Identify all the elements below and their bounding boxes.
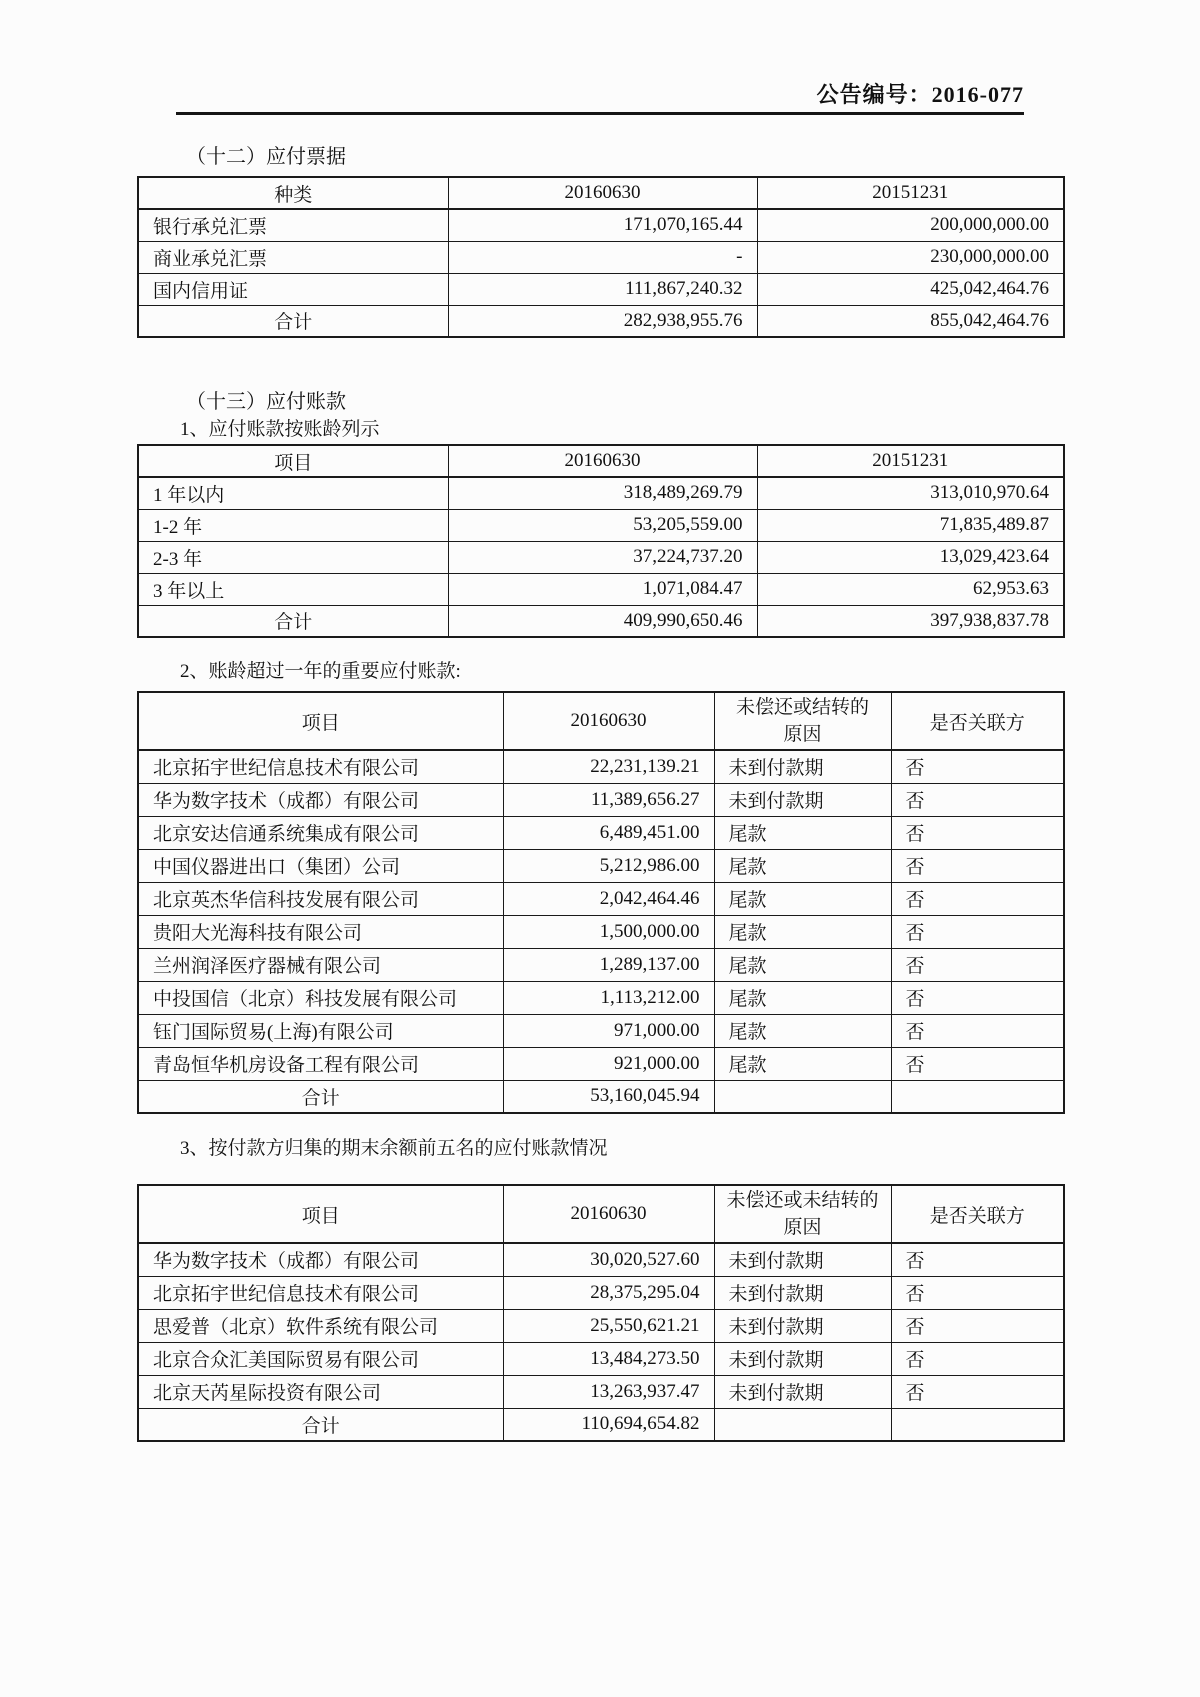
cell-related: 否	[891, 948, 1064, 981]
cell-amount: 1,071,084.47	[448, 573, 757, 605]
top-five-payables-table	[137, 1184, 1065, 1442]
cell-reason: 未到付款期	[714, 1309, 891, 1342]
cell-amount: 1,113,212.00	[503, 981, 714, 1014]
sub-2-title: 2、账龄超过一年的重要应付账款:	[180, 661, 461, 682]
cell-reason: 未到付款期	[714, 1243, 891, 1276]
cell-amount: 37,224,737.20	[448, 541, 757, 573]
column-header: 种类	[138, 177, 448, 209]
cell-related: 否	[891, 1243, 1064, 1276]
total-row	[138, 305, 1064, 337]
cell-item: 3 年以上	[138, 573, 448, 605]
cell-amount: 110,694,654.82	[503, 1408, 714, 1441]
doc-number: 公告编号：2016-077	[816, 82, 1024, 107]
column-header: 项目	[138, 445, 448, 477]
cell-reason: 尾款	[714, 948, 891, 981]
cell-reason: 未到付款期	[714, 750, 891, 783]
table-row	[138, 750, 1064, 783]
table-row	[138, 1375, 1064, 1408]
table-header-row	[138, 692, 1064, 750]
sub-1-title: 1、应付账款按账龄列示	[180, 419, 380, 440]
total-row	[138, 1408, 1064, 1441]
cell-item: 1 年以内	[138, 477, 448, 509]
cell-amount: 282,938,955.76	[448, 305, 757, 337]
cell-reason	[714, 1080, 891, 1113]
cell-reason	[714, 1408, 891, 1441]
table-row	[138, 948, 1064, 981]
cell-related: 否	[891, 849, 1064, 882]
cell-total-label: 合计	[138, 1080, 503, 1113]
total-row	[138, 605, 1064, 637]
table-row	[138, 1243, 1064, 1276]
cell-company: 贵阳大光海科技有限公司	[138, 915, 503, 948]
over-one-year-payables-table	[137, 691, 1065, 1114]
cell-item: 2-3 年	[138, 541, 448, 573]
section-12-title: （十二）应付票据	[186, 146, 346, 168]
cell-amount: 971,000.00	[503, 1014, 714, 1047]
column-header: 20151231	[757, 445, 1064, 477]
cell-amount: 855,042,464.76	[757, 305, 1064, 337]
cell-amount: 111,867,240.32	[448, 273, 757, 305]
table-header-row	[138, 1185, 1064, 1243]
table-row	[138, 209, 1064, 241]
cell-reason: 尾款	[714, 849, 891, 882]
cell-item: 银行承兑汇票	[138, 209, 448, 241]
table-row	[138, 915, 1064, 948]
cell-amount: 171,070,165.44	[448, 209, 757, 241]
cell-amount: 13,029,423.64	[757, 541, 1064, 573]
cell-amount: 53,160,045.94	[503, 1080, 714, 1113]
cell-related: 否	[891, 750, 1064, 783]
cell-related	[891, 1080, 1064, 1113]
cell-reason: 尾款	[714, 1014, 891, 1047]
table-row	[138, 477, 1064, 509]
cell-item: 商业承兑汇票	[138, 241, 448, 273]
sub-3-title: 3、按付款方归集的期末余额前五名的应付账款情况	[180, 1138, 608, 1159]
cell-amount: 28,375,295.04	[503, 1276, 714, 1309]
column-header: 项目	[138, 1185, 503, 1243]
cell-reason: 尾款	[714, 981, 891, 1014]
column-header: 20160630	[503, 692, 714, 750]
table-row	[138, 783, 1064, 816]
cell-related: 否	[891, 816, 1064, 849]
table-row	[138, 273, 1064, 305]
cell-company: 兰州润泽医疗器械有限公司	[138, 948, 503, 981]
cell-amount: 397,938,837.78	[757, 605, 1064, 637]
cell-reason: 未到付款期	[714, 783, 891, 816]
table-row	[138, 981, 1064, 1014]
table-header-row	[138, 445, 1064, 477]
cell-company: 北京安达信通系统集成有限公司	[138, 816, 503, 849]
notes-payable-table	[137, 176, 1065, 338]
cell-reason: 尾款	[714, 1047, 891, 1080]
column-header: 是否关联方	[891, 692, 1064, 750]
cell-related: 否	[891, 783, 1064, 816]
cell-company: 钰门国际贸易(上海)有限公司	[138, 1014, 503, 1047]
cell-related: 否	[891, 1309, 1064, 1342]
table-row	[138, 509, 1064, 541]
cell-reason: 尾款	[714, 915, 891, 948]
cell-company: 北京合众汇美国际贸易有限公司	[138, 1342, 503, 1375]
column-header: 是否关联方	[891, 1185, 1064, 1243]
cell-amount: 921,000.00	[503, 1047, 714, 1080]
cell-amount: 53,205,559.00	[448, 509, 757, 541]
cell-amount: 409,990,650.46	[448, 605, 757, 637]
table-row	[138, 241, 1064, 273]
cell-amount: 71,835,489.87	[757, 509, 1064, 541]
column-header: 未偿还或未结转的 原因	[714, 1185, 891, 1243]
cell-amount: 22,231,139.21	[503, 750, 714, 783]
column-header: 20160630	[448, 177, 757, 209]
table-row	[138, 1014, 1064, 1047]
column-header: 20151231	[757, 177, 1064, 209]
accounts-payable-aging-table	[137, 444, 1065, 638]
cell-related: 否	[891, 1276, 1064, 1309]
cell-amount: 200,000,000.00	[757, 209, 1064, 241]
cell-amount: 230,000,000.00	[757, 241, 1064, 273]
cell-amount: 5,212,986.00	[503, 849, 714, 882]
cell-reason: 尾款	[714, 882, 891, 915]
column-header: 项目	[138, 692, 503, 750]
cell-company: 中国仪器进出口（集团）公司	[138, 849, 503, 882]
cell-related: 否	[891, 1375, 1064, 1408]
cell-related: 否	[891, 981, 1064, 1014]
cell-amount: 1,500,000.00	[503, 915, 714, 948]
section-13-title: （十三）应付账款	[186, 391, 346, 413]
cell-company: 华为数字技术（成都）有限公司	[138, 1243, 503, 1276]
table-row	[138, 1276, 1064, 1309]
cell-company: 北京天芮星际投资有限公司	[138, 1375, 503, 1408]
cell-amount: 6,489,451.00	[503, 816, 714, 849]
cell-company: 中投国信（北京）科技发展有限公司	[138, 981, 503, 1014]
cell-total-label: 合计	[138, 1408, 503, 1441]
cell-reason: 未到付款期	[714, 1342, 891, 1375]
table-row	[138, 541, 1064, 573]
cell-total-label: 合计	[138, 605, 448, 637]
cell-company: 北京拓宇世纪信息技术有限公司	[138, 750, 503, 783]
cell-company: 思爱普（北京）软件系统有限公司	[138, 1309, 503, 1342]
cell-related: 否	[891, 1014, 1064, 1047]
cell-related: 否	[891, 882, 1064, 915]
cell-reason: 未到付款期	[714, 1276, 891, 1309]
cell-amount: 13,263,937.47	[503, 1375, 714, 1408]
cell-amount: 25,550,621.21	[503, 1309, 714, 1342]
cell-company: 华为数字技术（成都）有限公司	[138, 783, 503, 816]
column-header: 20160630	[448, 445, 757, 477]
cell-amount: 11,389,656.27	[503, 783, 714, 816]
cell-amount: 313,010,970.64	[757, 477, 1064, 509]
total-row	[138, 1080, 1064, 1113]
cell-company: 北京英杰华信科技发展有限公司	[138, 882, 503, 915]
table-row	[138, 849, 1064, 882]
cell-company: 北京拓宇世纪信息技术有限公司	[138, 1276, 503, 1309]
cell-related: 否	[891, 1342, 1064, 1375]
table-row	[138, 1342, 1064, 1375]
table-header-row	[138, 177, 1064, 209]
cell-amount: 2,042,464.46	[503, 882, 714, 915]
column-header: 20160630	[503, 1185, 714, 1243]
cell-amount: 62,953.63	[757, 573, 1064, 605]
cell-amount: -	[448, 241, 757, 273]
table-row	[138, 1309, 1064, 1342]
cell-reason: 未到付款期	[714, 1375, 891, 1408]
cell-related: 否	[891, 915, 1064, 948]
cell-related	[891, 1408, 1064, 1441]
cell-total-label: 合计	[138, 305, 448, 337]
table-row	[138, 573, 1064, 605]
cell-related: 否	[891, 1047, 1064, 1080]
cell-reason: 尾款	[714, 816, 891, 849]
table-row	[138, 882, 1064, 915]
cell-amount: 318,489,269.79	[448, 477, 757, 509]
cell-amount: 1,289,137.00	[503, 948, 714, 981]
cell-amount: 30,020,527.60	[503, 1243, 714, 1276]
column-header: 未偿还或结转的 原因	[714, 692, 891, 750]
cell-item: 1-2 年	[138, 509, 448, 541]
cell-amount: 425,042,464.76	[757, 273, 1064, 305]
cell-company: 青岛恒华机房设备工程有限公司	[138, 1047, 503, 1080]
header-rule	[176, 112, 1024, 115]
cell-amount: 13,484,273.50	[503, 1342, 714, 1375]
table-row	[138, 1047, 1064, 1080]
cell-item: 国内信用证	[138, 273, 448, 305]
table-row	[138, 816, 1064, 849]
